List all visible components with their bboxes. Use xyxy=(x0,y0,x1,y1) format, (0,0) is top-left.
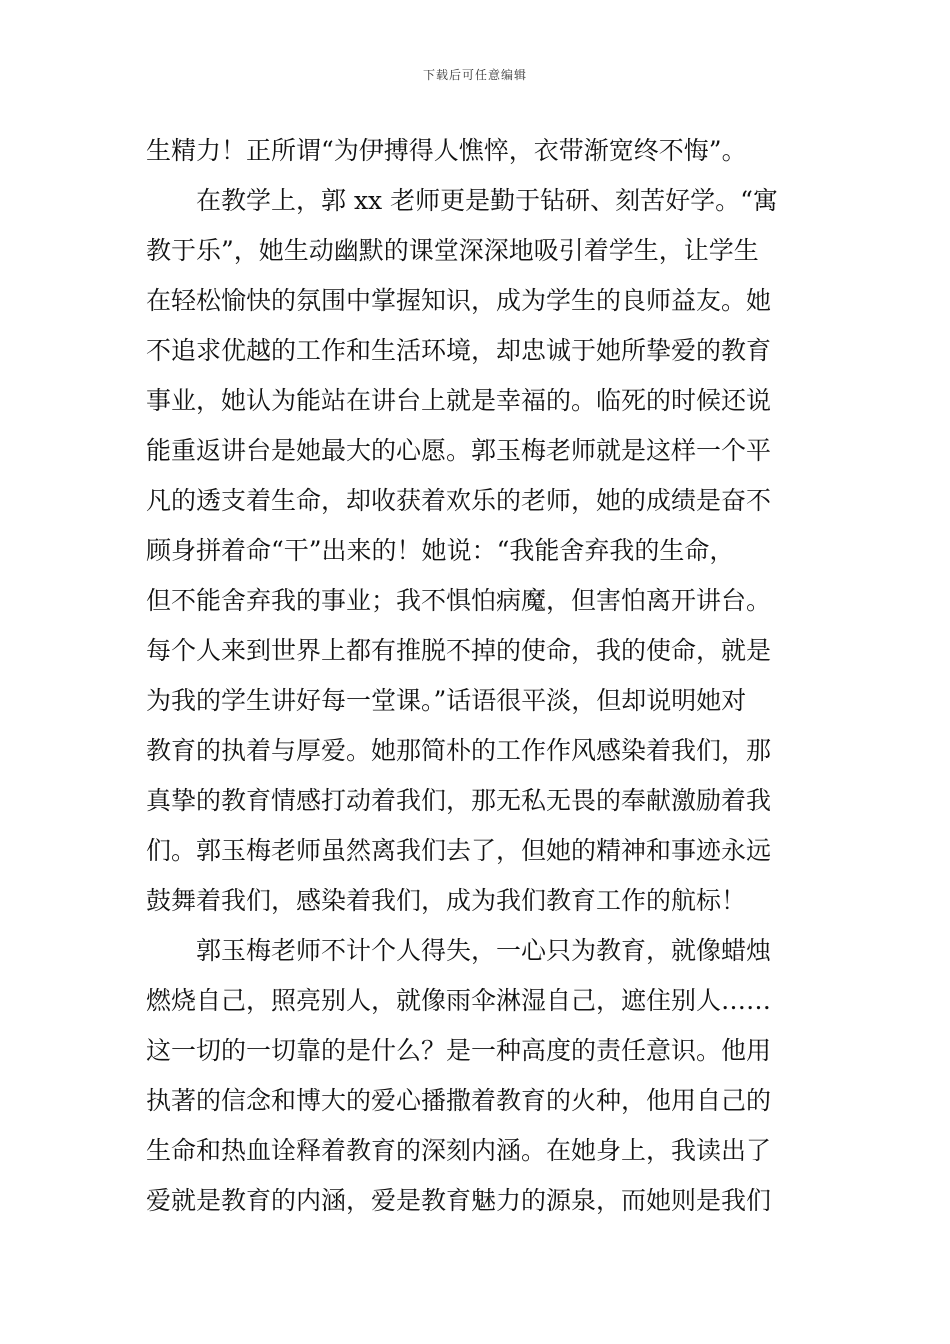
text-line: 教育的执着与厚爱。她那简朴的工作作风感染着我们，那 xyxy=(146,736,772,765)
text-line: 鼓舞着我们，感染着我们，成为我们教育工作的航标！ xyxy=(146,886,747,915)
text-line: 但不能舍弃我的事业；我不惧怕病魔，但害怕离开讲台。 xyxy=(146,586,772,615)
text-line: 顾身拼着命“干”出来的！她说：“我能舍弃我的生命， xyxy=(146,536,735,565)
text-line: 生精力！正所谓“为伊搏得人憔悴，衣带渐宽终不悔”。 xyxy=(146,136,747,165)
text-line: 在教学上，郭 xx 老师更是勤于钻研、刻苦好学。“寓 xyxy=(196,186,778,215)
text-line: 执著的信念和博大的爱心播撒着教育的火种，他用自己的 xyxy=(146,1086,772,1115)
text-line: 真挚的教育情感打动着我们，那无私无畏的奉献激励着我 xyxy=(146,786,772,815)
text-line: 每个人来到世界上都有推脱不掉的使命，我的使命，就是 xyxy=(146,636,772,665)
text-line: 凡的透支着生命，却收获着欢乐的老师，她的成绩是奋不 xyxy=(146,486,772,515)
text-line: 能重返讲台是她最大的心愿。郭玉梅老师就是这样一个平 xyxy=(146,436,772,465)
text-line: 教于乐”，她生动幽默的课堂深深地吸引着学生，让学生 xyxy=(146,236,759,265)
text-line: 这一切的一切靠的是什么？是一种高度的责任意识。他用 xyxy=(146,1036,772,1065)
page-header: 下载后可任意编辑 xyxy=(422,68,527,82)
text-line: 爱就是教育的内涵，爱是教育魅力的源泉，而她则是我们 xyxy=(146,1186,772,1215)
text-line: 为我的学生讲好每一堂课。”话语很平淡，但却说明她对 xyxy=(146,686,747,715)
text-line: 们。郭玉梅老师虽然离我们去了，但她的精神和事迹永远 xyxy=(146,836,772,865)
text-line: 燃烧自己，照亮别人，就像雨伞淋湿自己，遮住别人…… xyxy=(146,986,772,1015)
text-line: 生命和热血诠释着教育的深刻内涵。在她身上，我读出了 xyxy=(146,1136,772,1165)
text-line: 不追求优越的工作和生活环境，却忠诚于她所挚爱的教育 xyxy=(146,336,772,365)
text-line: 在轻松愉快的氛围中掌握知识，成为学生的良师益友。她 xyxy=(146,286,772,315)
text-line: 事业，她认为能站在讲台上就是幸福的。临死的时候还说 xyxy=(146,386,772,415)
text-line: 郭玉梅老师不计个人得失，一心只为教育，就像蜡烛 xyxy=(196,936,772,965)
document-body xyxy=(146,126,810,1226)
